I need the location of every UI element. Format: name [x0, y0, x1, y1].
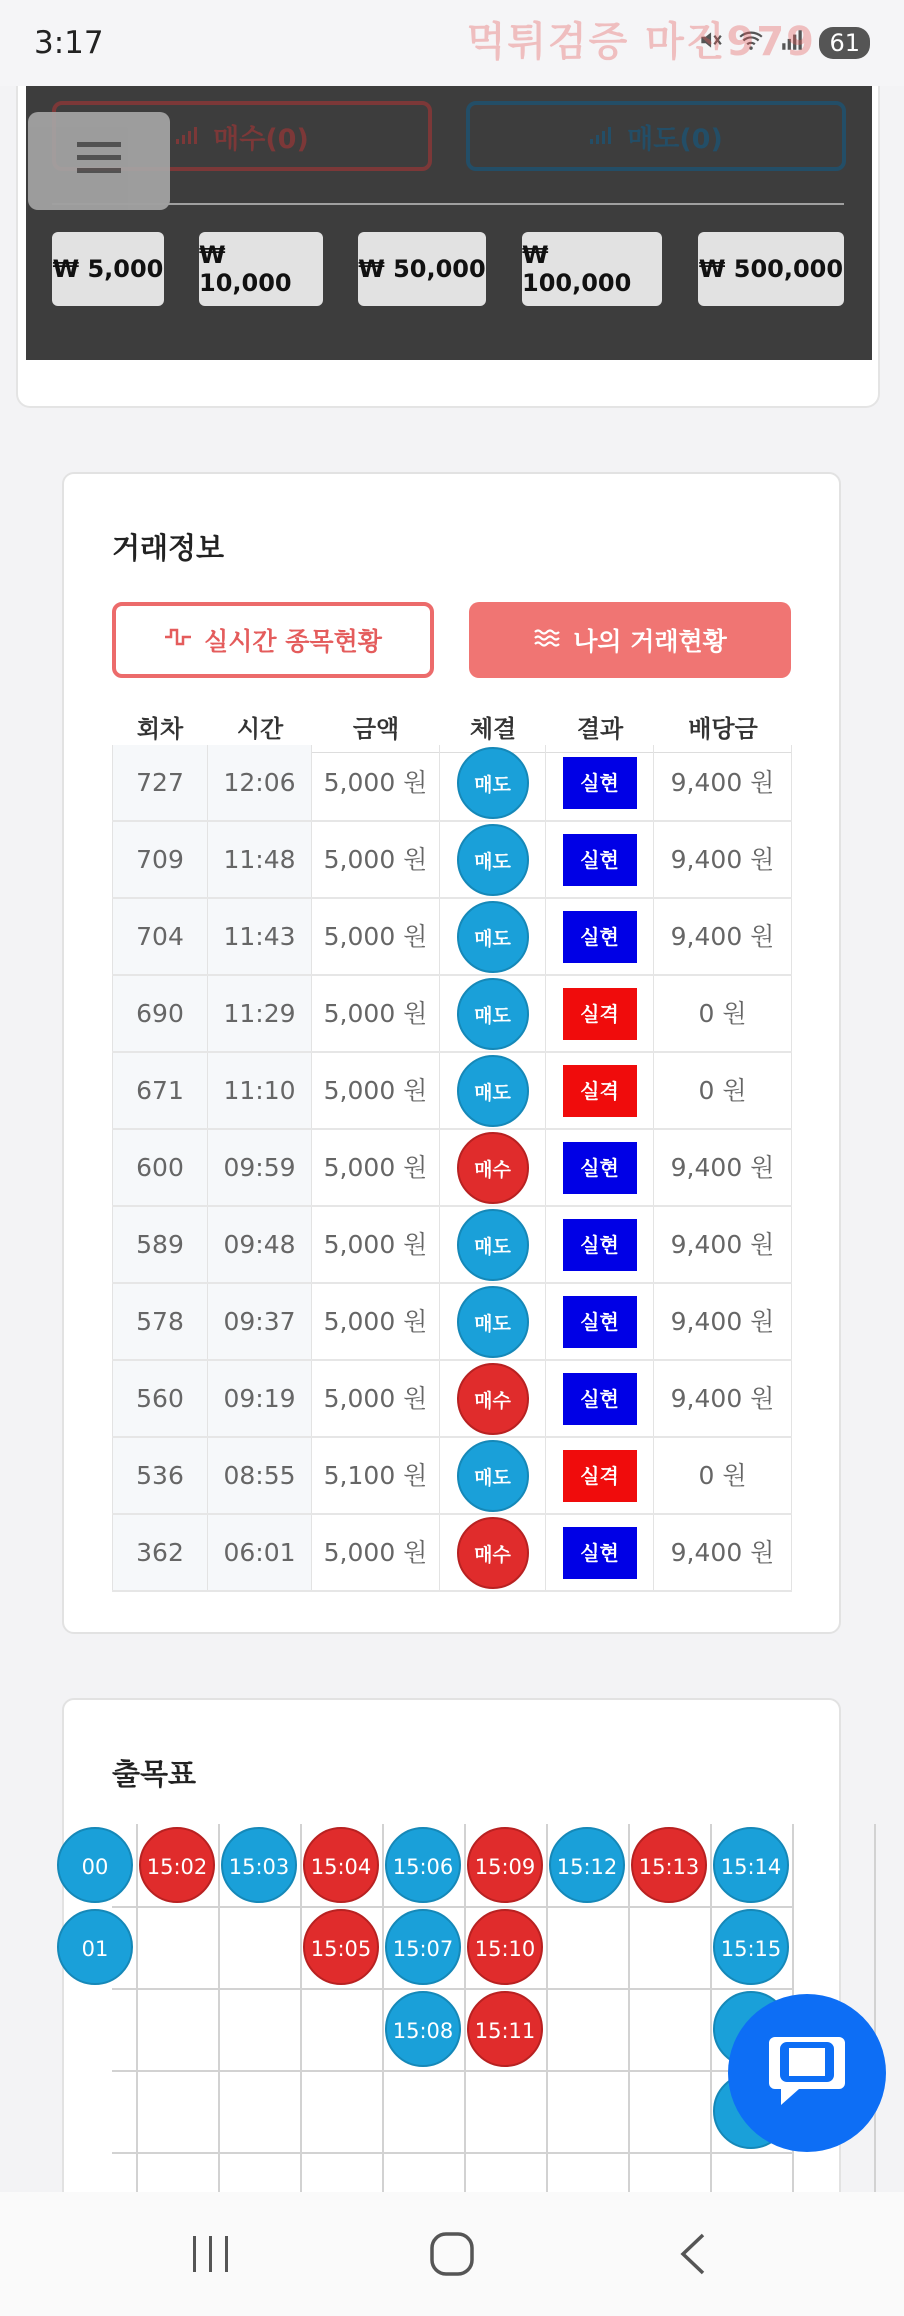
- cell-round: 560: [112, 1361, 208, 1436]
- grid-line: [112, 2152, 792, 2154]
- fill-badge: 매도: [457, 978, 529, 1050]
- cell-time: 11:10: [208, 1053, 312, 1128]
- grid-line: [112, 1988, 792, 1990]
- cell-result: [546, 1053, 654, 1128]
- cell-amount: 5,000 원: [312, 1053, 440, 1128]
- watermark-logo: 먹튀검증 마진979: [466, 19, 816, 65]
- chat-bubble-icon: [765, 2031, 849, 2115]
- table-row: [112, 899, 792, 976]
- header-fill: 체결: [469, 715, 517, 743]
- grid-line: [546, 1824, 548, 2200]
- grid-line: [112, 2070, 792, 2072]
- cell-round: 589: [112, 1207, 208, 1282]
- result-badge: 실현: [563, 1142, 637, 1194]
- cell-result: [546, 1515, 654, 1590]
- outcome-ball: 15:13: [631, 1827, 707, 1903]
- cell-payout: 0 원: [654, 976, 792, 1051]
- outcome-ball: 15:08: [385, 1991, 461, 2067]
- system-nav-bar: [0, 2192, 904, 2316]
- cell-fill: [440, 822, 546, 897]
- amount-button-5000[interactable]: ₩ 5,000: [52, 232, 164, 306]
- table-row: [112, 1130, 792, 1207]
- fill-badge: 매도: [457, 1440, 529, 1512]
- tab-realtime-label: 실시간 종목현황: [204, 627, 382, 656]
- trade-info-title: 거래정보: [112, 531, 225, 565]
- table-row: [112, 1438, 792, 1515]
- result-badge: 실격: [563, 1450, 637, 1502]
- cell-amount: 5,100 원: [312, 1438, 440, 1513]
- cell-result: [546, 976, 654, 1051]
- table-row: [112, 1361, 792, 1438]
- outcome-ball: 15:05: [303, 1909, 379, 1985]
- fill-badge: 매도: [457, 901, 529, 973]
- sell-button[interactable]: [466, 101, 846, 171]
- cell-result: [546, 1207, 654, 1282]
- fill-badge: 매수: [457, 1517, 529, 1589]
- clock: 3:17: [34, 25, 104, 61]
- cell-payout: 9,400 원: [654, 745, 792, 820]
- amount-button-50000[interactable]: ₩ 50,000: [358, 232, 486, 306]
- fill-badge: 매수: [457, 1363, 529, 1435]
- amount-button-10000[interactable]: ₩ 10,000: [199, 232, 323, 306]
- cell-time: 12:06: [208, 745, 312, 820]
- table-row: [112, 976, 792, 1053]
- cell-time: 09:59: [208, 1130, 312, 1205]
- back-button[interactable]: [663, 2224, 723, 2284]
- cell-fill: [440, 1207, 546, 1282]
- outcome-ball: 15:02: [139, 1827, 215, 1903]
- cell-payout: 9,400 원: [654, 899, 792, 974]
- result-badge: 실현: [563, 1219, 637, 1271]
- signal-bars-icon: [589, 121, 615, 152]
- battery-indicator: 61: [819, 27, 870, 59]
- cell-fill: [440, 1053, 546, 1128]
- grid-line: [874, 1824, 876, 2200]
- hamburger-icon: [77, 131, 121, 191]
- cell-fill: [440, 1515, 546, 1590]
- cell-time: 09:19: [208, 1361, 312, 1436]
- table-row: [112, 1207, 792, 1284]
- outcome-ball: 15:11: [467, 1991, 543, 2067]
- cell-fill: [440, 1361, 546, 1436]
- cell-result: [546, 899, 654, 974]
- grid-line: [464, 1824, 466, 2200]
- pulse-icon: [164, 625, 192, 655]
- table-row: [112, 1515, 792, 1592]
- cell-round: 536: [112, 1438, 208, 1513]
- result-badge: 실격: [563, 988, 637, 1040]
- grid-line: [300, 1824, 302, 2200]
- outcome-ball: 15:09: [467, 1827, 543, 1903]
- buy-button-label: 매수(0): [213, 123, 309, 155]
- waves-icon: [533, 626, 561, 655]
- outcome-ball: 15:14: [713, 1827, 789, 1903]
- fill-badge: 매도: [457, 1209, 529, 1281]
- table-row: [112, 745, 792, 822]
- signal-bars-icon: [175, 121, 201, 152]
- result-chart-title: 출목표: [112, 1757, 197, 1791]
- status-bar: [0, 0, 904, 86]
- cell-result: [546, 745, 654, 820]
- cell-time: 11:48: [208, 822, 312, 897]
- cell-amount: 5,000 원: [312, 899, 440, 974]
- outcome-ball: 01: [57, 1909, 133, 1985]
- outcome-ball: 00: [57, 1827, 133, 1903]
- amount-button-100000[interactable]: ₩ 100,000: [522, 232, 662, 306]
- sell-button-label: 매도(0): [627, 123, 723, 155]
- table-row: [112, 1053, 792, 1130]
- grid-line: [112, 1906, 792, 1908]
- outcome-ball: 15:03: [221, 1827, 297, 1903]
- cell-amount: 5,000 원: [312, 822, 440, 897]
- amount-button-500000[interactable]: ₩ 500,000: [698, 232, 844, 306]
- cell-round: 709: [112, 822, 208, 897]
- cell-fill: [440, 976, 546, 1051]
- cell-result: [546, 1130, 654, 1205]
- cell-amount: 5,000 원: [312, 1207, 440, 1282]
- cell-round: 600: [112, 1130, 208, 1205]
- table-row: [112, 1284, 792, 1361]
- cell-fill: [440, 899, 546, 974]
- cell-round: 690: [112, 976, 208, 1051]
- cell-amount: 5,000 원: [312, 1284, 440, 1359]
- cell-round: 362: [112, 1515, 208, 1590]
- cell-fill: [440, 1130, 546, 1205]
- home-button[interactable]: [422, 2224, 482, 2284]
- header-time: 시간: [236, 715, 284, 743]
- cell-result: [546, 1361, 654, 1436]
- outcome-ball: 15:12: [549, 1827, 625, 1903]
- outcome-ball: 15:07: [385, 1909, 461, 1985]
- cell-amount: 5,000 원: [312, 1130, 440, 1205]
- cell-amount: 5,000 원: [312, 1361, 440, 1436]
- cell-payout: 0 원: [654, 1438, 792, 1513]
- cell-payout: 9,400 원: [654, 1130, 792, 1205]
- outcome-ball: 15:15: [713, 1909, 789, 1985]
- grid-line: [218, 1824, 220, 2200]
- result-chart-grid[interactable]: [81, 1824, 792, 2200]
- cell-round: 578: [112, 1284, 208, 1359]
- outcome-ball: 15:10: [467, 1909, 543, 1985]
- panel-divider: [52, 203, 844, 205]
- header-round: 회차: [136, 715, 184, 743]
- cell-time: 11:43: [208, 899, 312, 974]
- cell-round: 704: [112, 899, 208, 974]
- grid-line: [710, 1824, 712, 2200]
- cell-round: 727: [112, 745, 208, 820]
- result-badge: 실현: [563, 1527, 637, 1579]
- fill-badge: 매도: [457, 747, 529, 819]
- cell-result: [546, 1284, 654, 1359]
- result-badge: 실현: [563, 834, 637, 886]
- trade-panel: [26, 86, 872, 360]
- fill-badge: 매도: [457, 1055, 529, 1127]
- cell-payout: 9,400 원: [654, 1361, 792, 1436]
- cell-time: 11:29: [208, 976, 312, 1051]
- recent-apps-button[interactable]: [181, 2224, 241, 2284]
- header-payout: 배당금: [688, 715, 758, 743]
- grid-line: [382, 1824, 384, 2200]
- result-badge: 실현: [563, 757, 637, 809]
- tab-my-trades-label: 나의 거래현황: [573, 627, 727, 656]
- cell-amount: 5,000 원: [312, 1515, 440, 1590]
- cell-result: [546, 822, 654, 897]
- cell-amount: 5,000 원: [312, 976, 440, 1051]
- cell-fill: [440, 1284, 546, 1359]
- cell-fill: [440, 1438, 546, 1513]
- outcome-ball: 15:04: [303, 1827, 379, 1903]
- cell-time: 06:01: [208, 1515, 312, 1590]
- cell-time: 09:37: [208, 1284, 312, 1359]
- cell-time: 09:48: [208, 1207, 312, 1282]
- cell-time: 08:55: [208, 1438, 312, 1513]
- header-amount: 금액: [352, 715, 400, 743]
- cell-payout: 9,400 원: [654, 1284, 792, 1359]
- cell-payout: 0 원: [654, 1053, 792, 1128]
- cell-round: 671: [112, 1053, 208, 1128]
- cell-amount: 5,000 원: [312, 745, 440, 820]
- result-chart-card: [62, 1698, 841, 2258]
- chat-button[interactable]: [728, 1994, 886, 2152]
- fill-badge: 매수: [457, 1132, 529, 1204]
- cell-result: [546, 1438, 654, 1513]
- grid-line: [628, 1824, 630, 2200]
- fill-badge: 매도: [457, 1286, 529, 1358]
- cell-payout: 9,400 원: [654, 1515, 792, 1590]
- fill-badge: 매도: [457, 824, 529, 896]
- outcome-ball: 15:06: [385, 1827, 461, 1903]
- trade-info-card: [62, 472, 841, 1634]
- grid-line: [136, 1824, 138, 2200]
- result-badge: 실현: [563, 1373, 637, 1425]
- tab-my-trades[interactable]: [469, 602, 791, 678]
- header-result: 결과: [576, 715, 624, 743]
- result-badge: 실현: [563, 1296, 637, 1348]
- table-row: [112, 822, 792, 899]
- trade-table-body: [112, 745, 792, 1592]
- result-badge: 실격: [563, 1065, 637, 1117]
- cell-payout: 9,400 원: [654, 1207, 792, 1282]
- cell-payout: 9,400 원: [654, 822, 792, 897]
- cell-fill: [440, 745, 546, 820]
- menu-toggle-button[interactable]: [28, 112, 170, 210]
- result-badge: 실현: [563, 911, 637, 963]
- trade-table[interactable]: [112, 752, 792, 1589]
- tab-realtime-status[interactable]: [112, 602, 434, 678]
